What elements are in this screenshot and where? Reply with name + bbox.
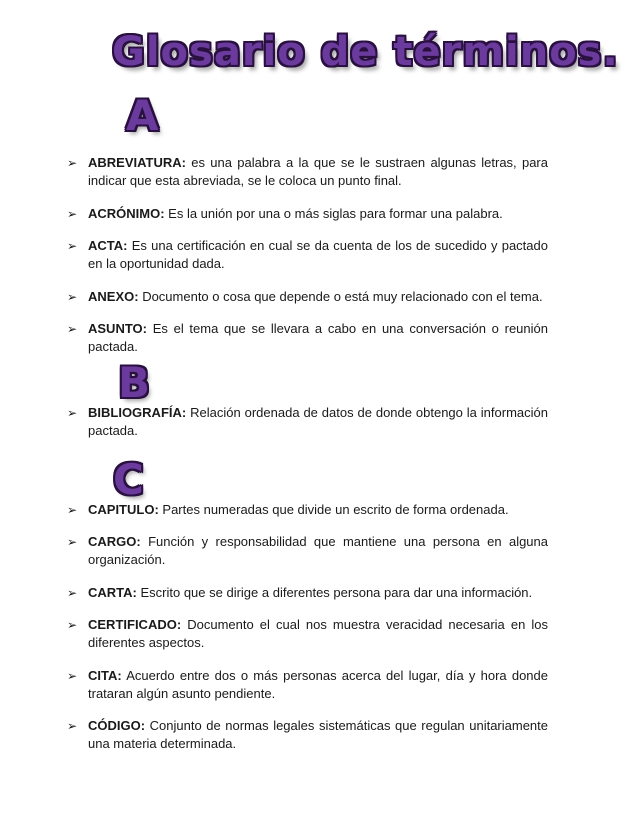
arrow-bullet-icon: ➢ [67,239,78,253]
arrow-bullet-icon: ➢ [67,156,78,170]
arrow-bullet-icon: ➢ [67,669,78,683]
glossary-entry [67,154,548,190]
glossary-entry [67,616,548,652]
arrow-bullet-icon: ➢ [67,618,78,632]
glossary-entry [67,404,548,440]
entry-definition: Relación ordenada de datos de donde obtengo la información pactada. [88,405,548,438]
glossary-entry [67,320,548,356]
entry-definition: es una palabra a la que se le sustraen algunas letras, para indicar que esta abreviada, se le coloca un punto final. [88,155,548,188]
glossary-entry [67,584,548,602]
arrow-bullet-icon: ➢ [67,406,78,420]
entry-definition: Es la unión por una o más siglas para formar una palabra. [168,206,503,221]
entry-term: CERTIFICADO: [88,617,182,632]
entry-term: CARGO: [88,534,141,549]
entry-definition: Función y responsabilidad que mantiene una persona en alguna organización. [88,534,548,567]
entry-definition: Conjunto de normas legales sistemáticas que regulan unitariamente una materia determinada. [88,718,548,751]
entry-definition: Acuerdo entre dos o más personas acerca del lugar, día y hora donde trataran algún asunto pendiente. [88,668,548,701]
section-letter-b: B [118,358,151,407]
entry-definition: Es una certificación en cual se da cuenta de los de sucedido y pactado en la oportunidad dada. [88,238,548,271]
glossary-entry [67,533,548,569]
arrow-bullet-icon: ➢ [67,535,78,549]
entry-term: ANEXO: [88,289,139,304]
entry-definition: Documento el cual nos muestra veracidad necesaria en los diferentes aspectos. [88,617,548,650]
entry-term: CAPITULO: [88,502,159,517]
entry-term: ACTA: [88,238,128,253]
glossary-entry [67,237,548,273]
entry-term: ACRÓNIMO: [88,206,165,221]
page-title: Glosario de términos. [112,29,619,75]
entry-term: CÓDIGO: [88,718,146,733]
arrow-bullet-icon: ➢ [67,503,78,517]
section-letter-a: A [126,91,159,140]
section-letter-c: C [113,455,144,504]
glossary-entry [67,205,548,223]
glossary-entry [67,501,548,519]
arrow-bullet-icon: ➢ [67,586,78,600]
arrow-bullet-icon: ➢ [67,719,78,733]
glossary-entry [67,288,548,306]
entry-term: ASUNTO: [88,321,147,336]
entry-term: ABREVIATURA: [88,155,186,170]
entry-term: CITA: [88,668,122,683]
arrow-bullet-icon: ➢ [67,290,78,304]
arrow-bullet-icon: ➢ [67,322,78,336]
entry-term: CARTA: [88,585,137,600]
arrow-bullet-icon: ➢ [67,207,78,221]
entry-definition: Partes numeradas que divide un escrito de forma ordenada. [162,502,509,517]
entry-definition: Escrito que se dirige a diferentes persona para dar una información. [140,585,533,600]
entry-term: BIBLIOGRAFÍA: [88,405,187,420]
glossary-entry [67,717,548,753]
entry-definition: Es el tema que se llevara a cabo en una conversación o reunión pactada. [88,321,548,354]
entry-definition: Documento o cosa que depende o está muy relacionado con el tema. [142,289,543,304]
glossary-entry [67,667,548,703]
